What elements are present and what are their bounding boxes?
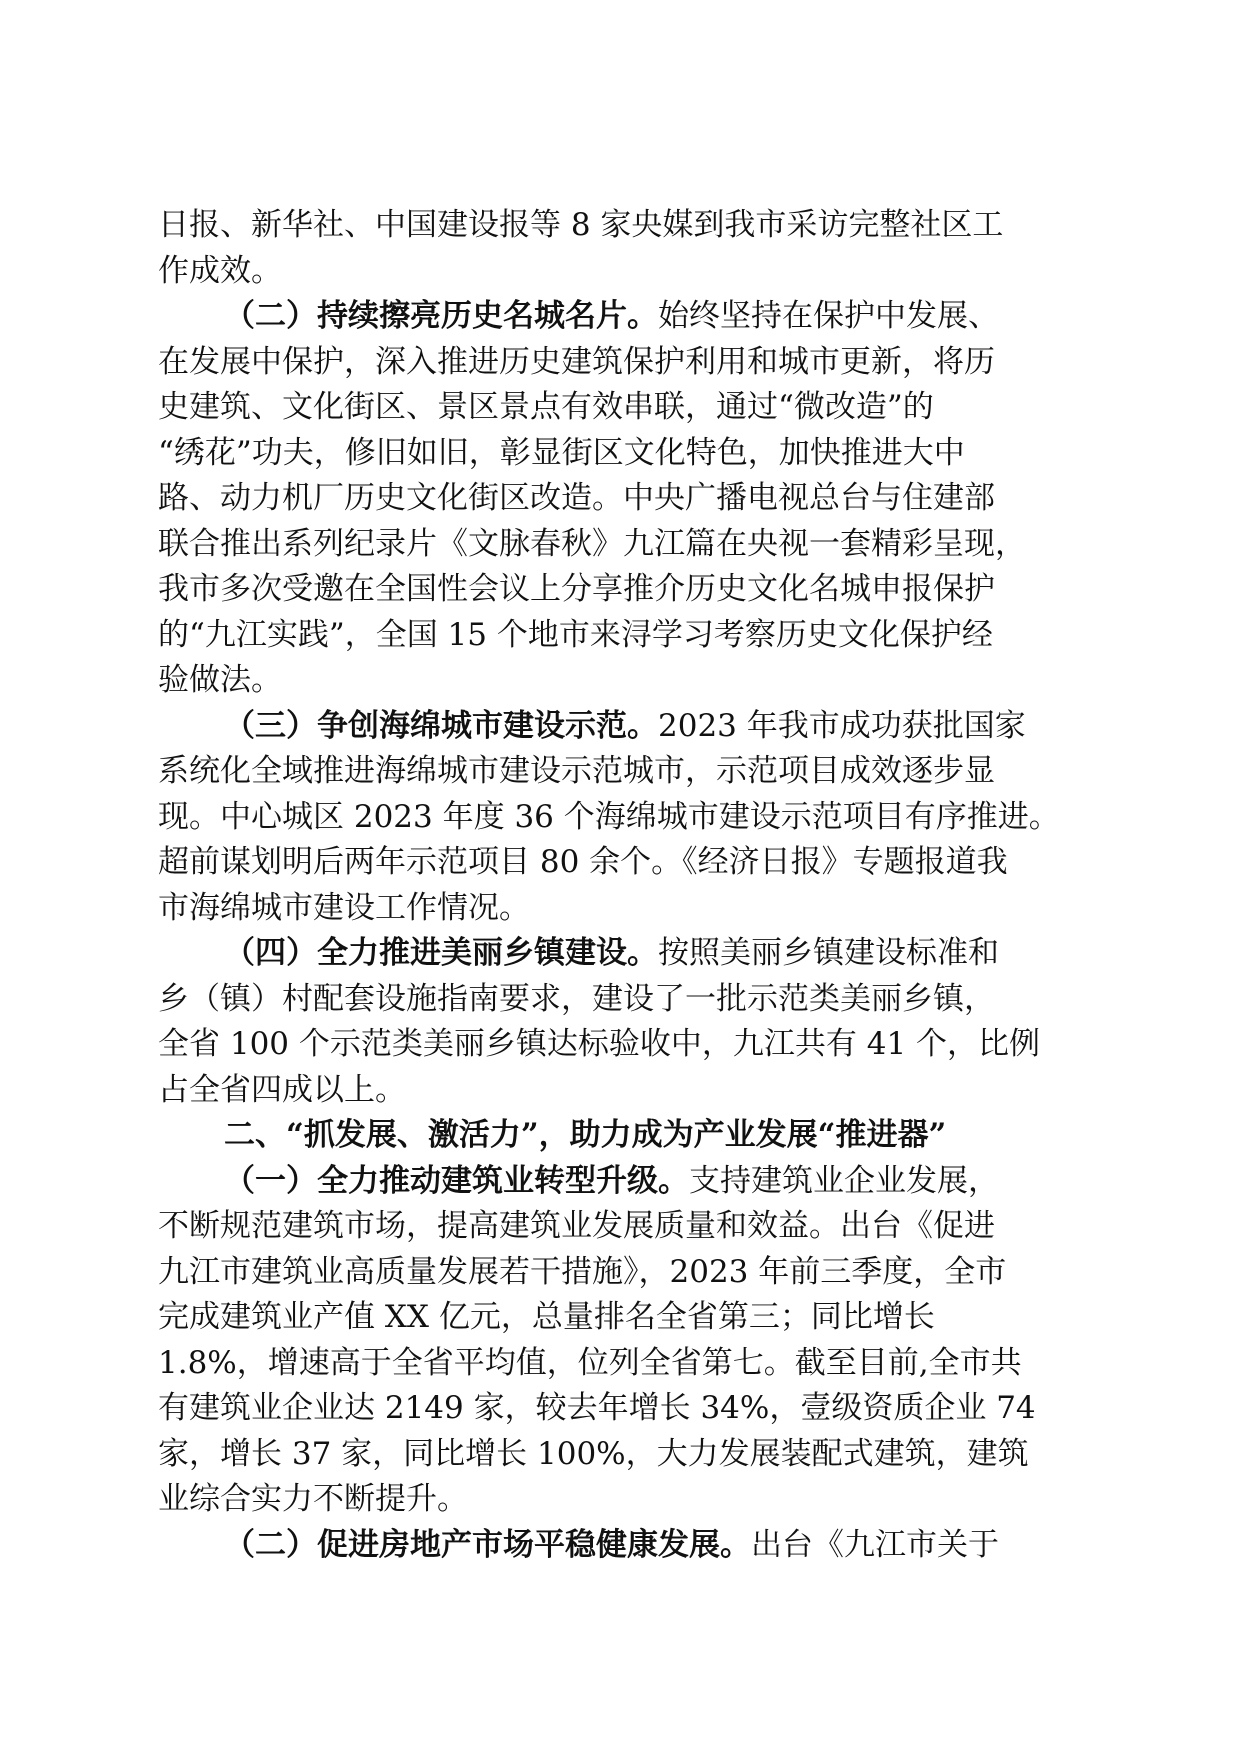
text-line: 路、动力机厂历史文化街区改造。中央广播电视总台与住建部 <box>158 480 995 516</box>
paragraph-text: 支持建筑业企业发展， <box>689 1162 999 1199</box>
paragraph-first-line <box>158 931 1088 977</box>
text-line: 超前谋划明后两年示范项目 80 余个。《经济日报》专题报道我 <box>158 844 1008 880</box>
text-line: 占全省四成以上。 <box>158 1071 406 1108</box>
text-line: 乡（镇）村配套设施指南要求，建设了一批示范类美丽乡镇， <box>158 980 995 1017</box>
paragraph-text: 按照美丽乡镇建设标准和 <box>658 935 999 971</box>
text-line: 验做法。 <box>158 662 282 698</box>
paragraph-first-line <box>158 294 1088 340</box>
paragraph-lead: （三）争创海绵城市建设示范。 <box>224 707 658 744</box>
text-line: 完成建筑业产值 XX 亿元，总量排名全省第三；同比增长 <box>158 1299 935 1335</box>
section-heading: 二、“抓发展、激活力”，助力成为产业发展“推进器” <box>224 1117 947 1153</box>
text-line: 有建筑业企业达 2149 家，较去年增长 34%，壹级资质企业 74 <box>158 1390 1036 1426</box>
paragraph-lead: （二）持续擦亮历史名城名片。 <box>224 298 658 334</box>
text-line: 史建筑、文化街区、景区景点有效串联，通过“微改造”的 <box>158 389 934 425</box>
text-line: 在发展中保护，深入推进历史建筑保护利用和城市更新，将历 <box>158 343 995 380</box>
text-line: 日报、新华社、中国建设报等 8 家央媒到我市采访完整社区工 <box>158 207 1004 243</box>
text-line: 现。中心城区 2023 年度 36 个海绵城市建设示范项目有序推进。 <box>158 798 1060 835</box>
text-line: 1.8%，增速高于全省平均值，位列全省第七。截至目前,全市共 <box>158 1344 1022 1381</box>
text-line: 全省 100 个示范类美丽乡镇达标验收中，九江共有 41 个，比例 <box>158 1026 1041 1062</box>
text-line: 我市多次受邀在全国性会议上分享推介历史文化名城申报保护 <box>158 571 995 607</box>
text-line: 的“九江实践”，全国 15 个地市来浔学习考察历史文化保护经 <box>158 616 993 653</box>
text-line: 九江市建筑业高质量发展若干措施》，2023 年前三季度，全市 <box>158 1253 1007 1290</box>
text-line: 不断规范建筑市场，提高建筑业发展质量和效益。出台《促进 <box>158 1208 995 1244</box>
document-body <box>158 203 1088 1568</box>
paragraph-text: 始终坚持在保护中发展、 <box>658 298 999 334</box>
text-line: 家，增长 37 家，同比增长 100%，大力发展装配式建筑，建筑 <box>158 1435 1029 1472</box>
paragraph-lead: （四）全力推进美丽乡镇建设。 <box>224 935 658 971</box>
text-line: “绣花”功夫，修旧如旧，彰显街区文化特色，加快推进大中 <box>158 434 965 471</box>
text-line: 系统化全域推进海绵城市建设示范城市，示范项目成效逐步显 <box>158 753 995 789</box>
paragraph-text: 2023 年我市成功获批国家 <box>658 707 1026 744</box>
paragraph-lead: （一）全力推动建筑业转型升级。 <box>224 1162 689 1199</box>
paragraph-text: 出台《九江市关于 <box>751 1526 999 1563</box>
paragraph-first-line <box>158 1159 1088 1205</box>
text-line: 市海绵城市建设工作情况。 <box>158 889 530 926</box>
text-line: 联合推出系列纪录片《文脉春秋》九江篇在央视一套精彩呈现， <box>158 525 1026 562</box>
paragraph-lead: （二）促进房地产市场平稳健康发展。 <box>224 1526 751 1563</box>
text-line: 业综合实力不断提升。 <box>158 1481 468 1517</box>
text-line: 作成效。 <box>158 252 282 289</box>
paragraph-first-line <box>158 704 1088 750</box>
paragraph-first-line <box>158 1523 1088 1569</box>
